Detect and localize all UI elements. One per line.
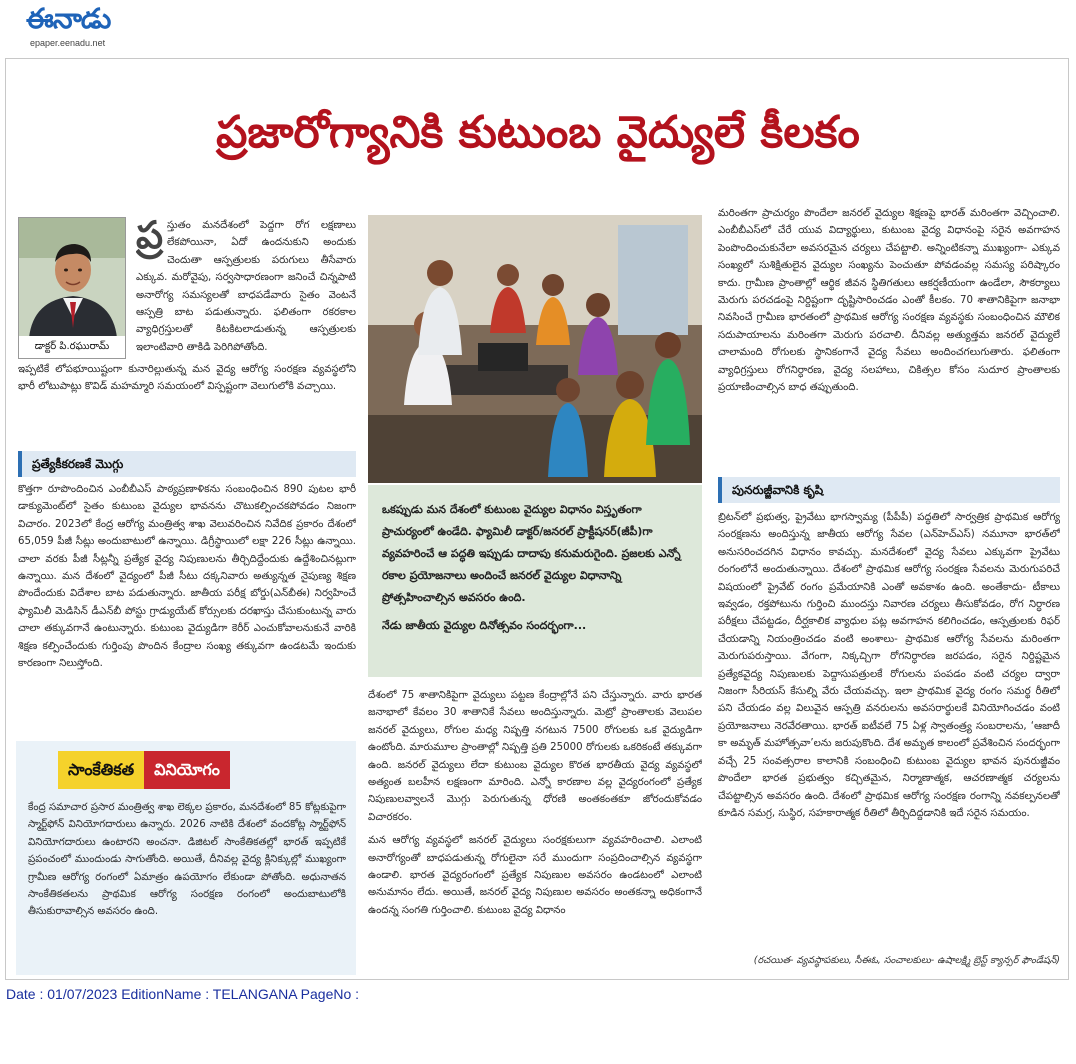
technology-title-part-2: వినియోగం [144,751,230,789]
section-specialization-text: కొత్తగా రూపొందించిన ఎంబీబీఎస్ పాఠ్యప్రణాళికను సంబంధించిన 890 పుటల భారీ డాక్యుమెంట్‌లో సైతం కుటుంబ వైద్యుల భావనను చొటుకల్పించకపోవడం నిజంగా విచారం. 2023లో కేంద్ర ఆరోగ్య మంత్రిత్వ శాఖ వెలువరించిన నివేదిక ప్రకారం దేశంలో 65,059 పీజీ సీట్లు అందుబాటులో ఉన్నాయి. డిగ్రీస్థాయిలో లక్షా 226 సీట్లు ఉన్నాయి. చాలా వరకు పీజీ సీట్లన్నీ ప్రత్యేక వైద్య నిపుణులను తీర్చిదిద్దేందుకు ఉద్దేశించినట్లుగా ఉన్నాయి. మన దేశంలో వైద్యంలో పీజీ సీటు దక్కనివారు అత్యున్నత నైపుణ్య శిక్షణ పొందేందుకు విదేశాల బాట పడుతున్నారు. జాతీయ పరీక్ష బోర్డు(ఎన్‌బీఈ) నిర్వహించే ఫ్యామిలీ మెడిసిన్ డీఎన్‌బీ పోస్టు గ్రాడ్యుయేట్ కోర్సులకు దరఖాస్తు చేసుకుంటున్న వారు చాలా తక్కువగానే ఉంటున్నారు. కుటుంబ వైద్యుడిగా కెరీర్ ఎంచుకోవాలనుకునే వారికి శిక్షణ కల్పించేందుకు గుర్తింపు పొందిన కేంద్రాల సంఖ్య తక్కువగా ఉండటమే ఇందుకు కారణంగా నిలుస్తోంది. [18,484,356,670]
headline: ప్రజారోగ్యానికి కుటుంబ వైద్యులే కీలకం [216,107,860,158]
column-3-text-top: మరింతగా ప్రాచుర్యం పొందేలా జనరల్ వైద్యుల శిక్షణపై భారత్ మరింతగా వెచ్చించాలి. ఎంబీబీఎస్‌లో చేరే యువ విద్యార్థులు, కుటుంబ వైద్య విధానంపై సరైన అవగాహన పెంపొందించుకునేలా అవసరమైన చర్యలు చేపట్టాలి. అన్నింటికన్నా ముఖ్యంగా- ఎక్కువ సంఖ్యలో సుశిక్షితులైన వైద్యుల సంఖ్యను పెంచుతూ పోవడంవల్ల సమస్య పరిష్కారం కాదు. గ్రామీణ ప్రాంతాల్లో ఆర్థిక జీవన స్థితిగతులు ఆకర్షణీయంగా ఉండేలా, సౌకర్యాలు మెరుగు పరచడంపై నిర్దిష్టంగా దృష్టిసారించడం ఎంతో కీలకం. 70 శాతానికిపైగా జనాభా నివసించే గ్రామీణ భారతంలో ప్రాథమిక ఆరోగ్య సంరక్షణ వ్యవస్థకు సంబంధించిన మౌలిక సదుపాయాలను మరింతగా మెరుగు పరచాలి. దీనివల్ల అత్యుత్తమ జనరల్ వైద్యులే చాలామంది రోగులకు స్థానికంగానే వైద్య సేవలు అందించగలుగుతారు. ఫలితంగా వ్యాధిగ్రస్తులు రోగనిర్ధారణ, వైద్య సలహాలు, చికిత్సల కోసం సుదూర ప్రాంతాలకు ప్రయాణించాల్సిన బాధ తప్పుతుంది. [718,208,1060,394]
technology-sidebar-title [58,751,230,789]
intro-paragraph [136,217,356,357]
clinic-scene-image [368,215,702,483]
edition-footer: Date : 01/07/2023 EditionName : TELANGANA PageNo : [6,986,360,1002]
author-photo [18,217,126,359]
logo-url: epaper.eenadu.net [30,38,106,48]
subhead-specialization: ప్రత్యేకీకరణకే మొగ్గు [18,451,356,477]
intro-continuation: ఇప్పటికే లోపభూయిష్టంగా కునారిల్లుతున్న మన వైద్య ఆరోగ్య సంరక్షణ వ్యవస్థలోని భారీ లోటుపాట్లు కొవిడ్ మహమ్మారి సమయంలో విస్పష్టంగా వెలుగులోకి వచ్చాయి. [18,364,356,393]
column-2-text [368,687,702,977]
technology-title-part-1: సాంకేతికత [58,751,144,789]
author-credit: (రచయిత- వ్యవస్థాపకులు, సీఈఓ, సంచాలకులు- ఉషాలక్ష్మి బ్రెస్ట్ క్యాన్సర్ ఫౌండేషన్) [753,955,1060,966]
drop-cap: ప్ర [136,217,164,257]
technology-sidebar-text: కేంద్ర సమాచార ప్రసార మంత్రిత్వ శాఖ లెక్కల ప్రకారం, మనదేశంలో 85 కోట్లకుపైగా స్మార్ట్‌ఫోన్ వినియోగదారులు ఉన్నారు. 2026 నాటికి దేశంలో వందకోట్ల స్మార్ట్‌ఫోన్ వినియోగదారులు ఉంటారని అంచనా. డిజిటల్ సాంకేతికతల్లో భారత్ ఇప్పటికే ప్రపంచంలో ముందుండు సాగుతోంది. అయితే, దీనివల్ల వైద్య క్లినిక్కుల్లో ముఖ్యంగా గ్రామీణ ఆరోగ్య రంగంలో ఏమాత్రం ఉపయోగం లేకుండా పోతోంది. అధునాతన సాంకేతికతలను ప్రాథమిక ఆరోగ్య సంరక్షణ రంగంలో అందుబాటులోకి తీసుకురావాల్సిన అవసరం ఉంది. [28,802,346,918]
technology-sidebar [16,741,356,975]
intro-text: స్తుతం మనదేశంలో పెద్దగా రోగ లక్షణాలు లేకపోయినా, ఏదో ఉందనుకుని అందుకు చెందుతా ఆస్పత్రులకు పరుగులు తీసేవారు ఎక్కువ. మరోవైపు, సర్వసాధారణంగా జనించే చిన్నపాటి అనారోగ్య సమస్యలతో బాధపడేవారు సైతం వెంటనే ఆస్పత్రి బాట పడుతున్నారు. ఫలితంగా రకరకాల వ్యాధిగ్రస్తులతో కిటకిటలాడుతున్న ఆస్పత్రులకు ఇలాంటివారి తాకిడి పెరిగిపోతోంది. [136,220,356,353]
column-3-text-bottom: బ్రిటన్‌లో ప్రభుత్వ, ప్రైవేటు భాగస్వామ్య (పీపీపీ) పద్ధతిలో సార్వత్రిక ప్రాథమిక ఆరోగ్య సంరక్షణను అందిస్తున్న జాతీయ ఆరోగ్య సేవల (ఎన్‌హెచ్‌ఎస్) నమూనా భారత్‌లో అనుసరించదగిన విధానం కావచ్చు. మనదేశంలో వైద్య సేవలు ఎక్కువగా ప్రైవేటు రంగంలోనే అందుతున్నాయి. దేశంలో ప్రాథమిక ఆరోగ్య సంరక్షణ సేవలను మెరుగుపరిచే విషయంలో ప్రైవేట్ రంగం ప్రమేయానికి ఎంతో అవకాశం ఉంది. అంతేకాదు- టీకాలు ఇవ్వడం, రక్తపోటును గుర్తించి ముందస్తు నివారణ చర్యలు తీసుకోవడం, రోగ నిర్ధారణ పరీక్షలు చేపట్టడం, దీర్ఘకాలిక వ్యాధుల పట్ల అవగాహన కలిగించడం, ఆస్పత్రులకు రిఫర్ చేయడాన్ని నియంత్రించడం వంటి అంశాలు- ప్రాథమిక ఆరోగ్య సేవలను మరింతగా మెరుగుపరుస్తాయి. వేగంగా, నిక్కచ్చిగా రోగనిర్ధారణ జరపడం, సరైన నిర్దిష్టమైన ప్రత్యేకవైద్య నిపుణులకు పెద్దాసుపత్రులకే రోగులను పంపడం వంటి చర్యల ద్వారా నిజంగా సీరియస్ కేసుల్ని వేరు చేయవచ్చు. ఇలా ప్రాథమిక వైద్య రంగం సమర్థ రీతిలో పని చేయడం వల్ల విలువైన ఆస్పత్రి వనరులను అవసరార్థులకే వినియోగించడం వంటి ప్రయోజనాలు నెరవేరతాయి. భారత్ ఐటీవలే 75 ఏళ్ల స్వాతంత్ర్య సంబరాలను, ‘ఆజాదీ కా అమృత్ మహోత్సవా’లను జరుపుకొంది. దేశ అమృత కాలంలో ప్రవేశించిన సందర్భంగా వచ్చే 25 సంవత్సరాల కాలానికి సంబంధించి కుటుంబ వైద్యుల భావన పునరుజ్జీవం పొందేలా భారత ప్రభుత్వం కచ్చితమైన, నిర్మాణాత్మక, ఆచరణాత్మక చర్యలను చేపట్టాల్సిన అవసరం ఉంది. దేశంలో ప్రాథమిక ఆరోగ్య సంరక్షణ రంగాన్ని నవకల్పనలతో కూడిన సమగ్ర, సుస్థిర, సహకారాత్మక రీతిలో తీర్చిదిద్దడానికి ఇదే సరైన సమయం. [718,512,1060,819]
subhead-revival: పునరుజ్జీవానికి కృషి [718,477,1060,503]
clinic-photo [368,215,702,483]
callout-occasion: నేడు జాతీయ వైద్యుల దినోత్సవం సందర్భంగా... [382,619,587,632]
eenadu-logo[interactable]: ఈనాడు [26,2,111,35]
author-portrait-image [19,218,126,338]
author-caption: డాక్టర్ పి.రఘురామ్ [19,336,125,358]
column-2-paragraph-1: దేశంలో 75 శాతానికిపైగా వైద్యులు పట్టణ కేంద్రాల్లోనే పని చేస్తున్నారు. వారు భారత జనాభాలో కేవలం 30 శాతానికే సేవలు అందిస్తున్నారు. మెట్రో ప్రాంతాలకు వెలుపల జనరల్ వైద్యులు, రోగుల మధ్య నిష్పత్తి నగటున 7500 రోగులకు ఒక వైద్యుడిగా ఉంటోంది. మారుమూల ప్రాంతాల్లో నిష్పత్తి ప్రతి 25000 రోగులకు ఒకరికంటే తక్కువగా ఉంది. జనరల్ వైద్యులు లేదా కుటుంబ వైద్యుల కొరత భారతీయ వైద్య వ్యవస్థలో అత్యంత బలహీన లక్షణంగా మారింది. ఎన్నో కారణాల వల్ల వైద్యరంగంలో ప్రత్యేక నిపుణులవ్వాలనే మొగ్గు పెరుగుతున్న ధోరణి అంతకంతకూ జోరందుకోవడం విచారకరం. [368,690,702,823]
callout-text: ఒకప్పుడు మన దేశంలో కుటుంబ వైద్యుల విధానం విస్తృతంగా ప్రాచుర్యంలో ఉండేది. ఫ్యామిలీ డాక్టర్/జనరల్ ప్రాక్టీషనర్(జీపీ)గా వ్యవహరించే ఆ పద్ధతి ఇప్పుడు దాదాపు కనుమరుగైంది. ప్రజలకు ఎన్నో రకాల ప్రయోజనాలు అందించే జనరల్ వైద్యుల విధానాన్ని ప్రోత్సహించాల్సిన అవసరం ఉంది. [382,503,681,604]
masthead [0,0,1076,56]
article-clipping [5,58,1069,980]
column-2-paragraph-2: మన ఆరోగ్య వ్యవస్థలో జనరల్ వైద్యులు సంరక్షకులుగా వ్యవహరించాలి. ఎలాంటి అనారోగ్యంతో బాధపడుతున్న రోగులైనా సరే ముందుగా సంప్రదించాల్సిన వ్యవస్థగా ఉండాలి. భారత వైద్యరంగంలో ప్రత్యేక నిపుణుల అవసరం ఉండటంలో ఎలాంటి అనుమానం లేదు. అయితే, జనరల్ వైద్య నిపుణుల అవసరం అంతకన్నా అధికంగానే ఉందన్న సంగతి గుర్తించాలి. కుటుంబ వైద్య విధానం [368,835,702,916]
callout-box [368,485,702,677]
